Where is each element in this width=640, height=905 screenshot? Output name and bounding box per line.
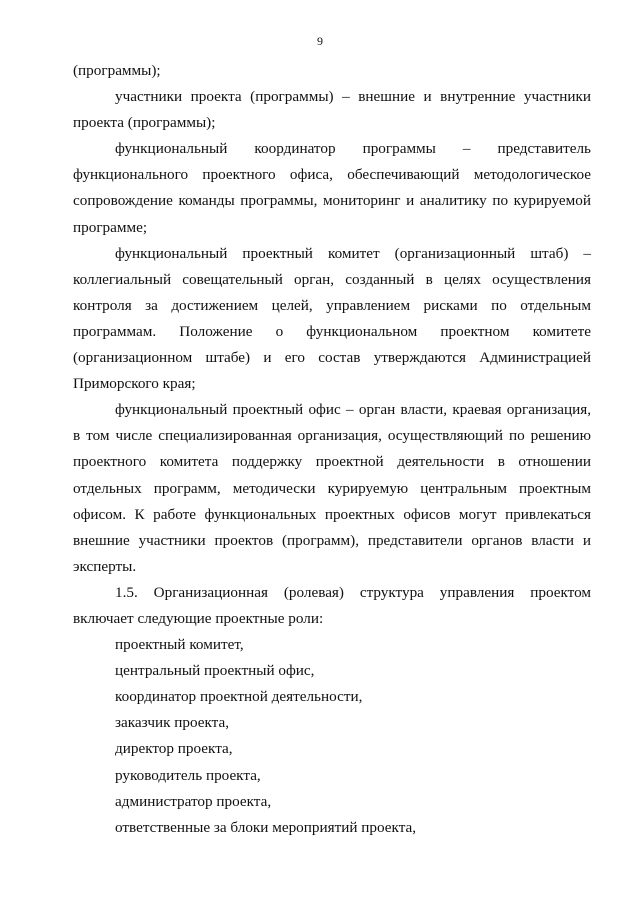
list-item: центральный проектный офис, (115, 662, 315, 680)
list-item: координатор проектной деятельности, (115, 688, 363, 706)
list-item: директор проекта, (115, 740, 233, 758)
paragraph-functional-coordinator: функциональный координатор программы – представитель функционального проектного офиса, обеспечивающий методологическое сопровождение команды программы, мониторинг и аналитику по курируемой программе; (73, 140, 591, 236)
project-roles-list (73, 632, 591, 841)
document-body (73, 58, 591, 841)
paragraph-project-participants: участники проекта (программы) – внешние и внутренние участники проекта (программы); (73, 88, 591, 132)
paragraph-section-1-5: 1.5. Организационная (ролевая) структура управления проектом включает следующие проектные роли: (73, 583, 591, 627)
list-item: руководитель проекта, (115, 766, 261, 784)
list-item: ответственные за блоки мероприятий проекта, (115, 818, 417, 836)
paragraph-functional-office: функциональный проектный офис – орган власти, краевая организация, в том числе специализированная организация, осуществляющий по решению проектного комитета поддержку проектной деятельности в отношении отдельных программ, методически курируемую центральным проектным офисом. К работе функциональных проектных офисов могут привлекаться внешние участники проектов (программ), представители органов власти и эксперты. (73, 401, 591, 575)
page-number: 9 (317, 34, 323, 48)
list-item: администратор проекта, (115, 792, 272, 810)
list-item: заказчик проекта, (115, 714, 230, 732)
list-item: проектный комитет, (115, 636, 244, 654)
paragraph-continuation: (программы); (73, 62, 161, 79)
paragraph-functional-committee: функциональный проектный комитет (организационный штаб) – коллегиальный совещательный орган, созданный в целях осуществления контроля за достижением целей, управлением рисками по отдельным программам. Положение о функциональном проектном комитете (организационном штабе) и его состав утверждаются Администрацией Приморского края; (73, 244, 591, 393)
